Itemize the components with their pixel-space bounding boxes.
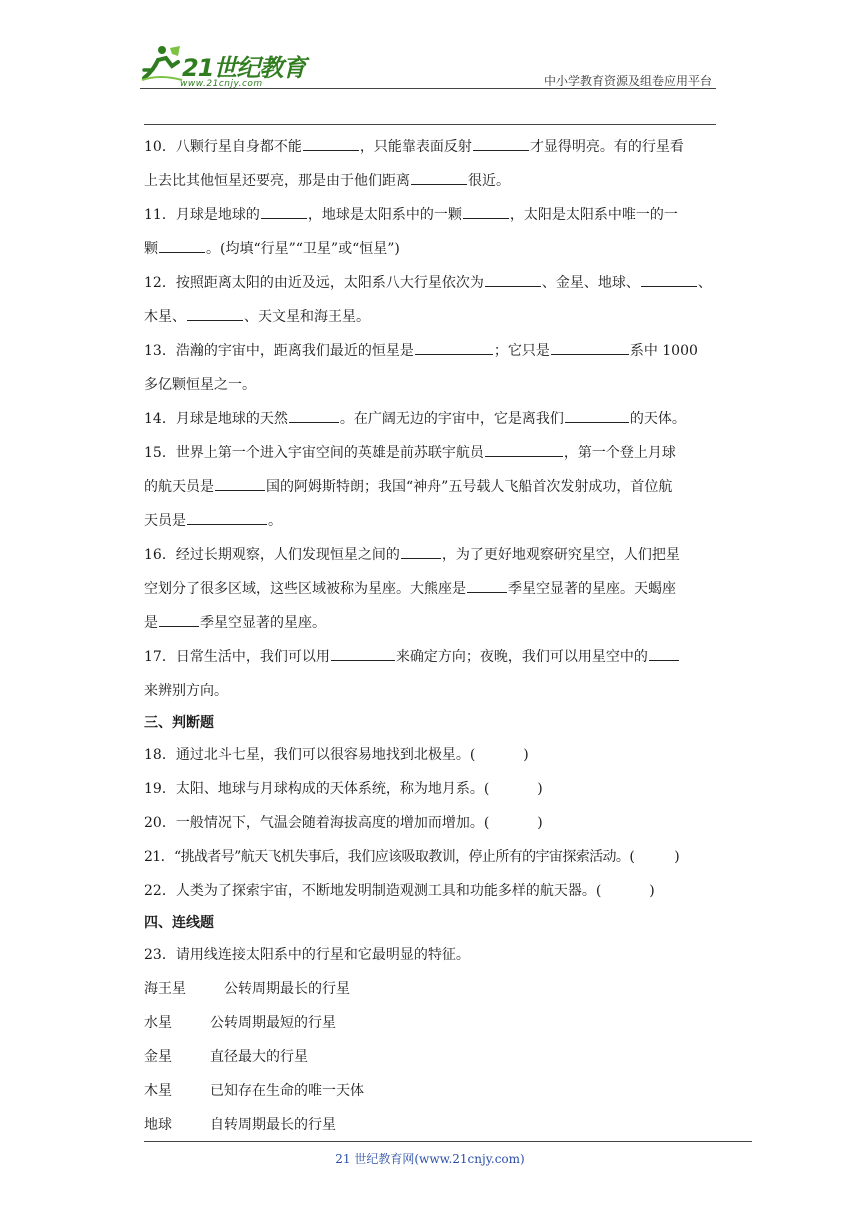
answer-blank[interactable] [641, 270, 697, 287]
question-15-line1: 15．世界上第一个进入宇宙空间的英雄是前苏联宇航员 ，第一个登上月球 [144, 436, 716, 470]
answer-blank[interactable] [159, 236, 205, 253]
question-10-line2: 上去比其他恒星还要亮，那是由于他们距离 很近。 [144, 164, 716, 198]
footer-divider [144, 1141, 752, 1142]
question-11-line1: 11．月球是地球的 ，地球是太阳系中的一颗 ，太阳是太阳系中唯一的一 [144, 198, 716, 232]
page-header [140, 40, 716, 92]
answer-blank[interactable] [485, 440, 563, 457]
answer-blank[interactable] [187, 304, 243, 321]
question-16-line3: 是 季星空显著的星座。 [144, 606, 716, 640]
judge-21: 21．“挑战者号”航天飞机失事后，我们应该吸取教训，停止所有的宇宙探索活动。( ) [144, 849, 680, 865]
answer-blank[interactable] [303, 134, 359, 151]
answer-blank[interactable] [467, 576, 507, 593]
answer-blank[interactable] [289, 406, 339, 423]
question-12-line2: 木星、 、天文星和海王星。 [144, 300, 716, 334]
match-planet[interactable]: 水星 [144, 1015, 172, 1031]
answer-blank[interactable] [215, 474, 265, 491]
match-feature[interactable]: 已知存在生命的唯一天体 [210, 1083, 364, 1099]
match-feature[interactable]: 直径最大的行星 [210, 1049, 308, 1065]
match-row [144, 1006, 716, 1040]
question-17-line1: 17．日常生活中，我们可以用 来确定方向；夜晚，我们可以用星空中的 [144, 640, 716, 674]
question-13-line1: 13．浩瀚的宇宙中，距离我们最近的恒星是 ；它只是 系中 1000 [144, 334, 716, 368]
match-feature[interactable]: 公转周期最短的行星 [210, 1015, 336, 1031]
logo-url: www.21cnjy.com [180, 79, 263, 89]
question-11-line2: 颗 。(均填“行星”“卫星”或“恒星”) [144, 232, 716, 266]
answer-blank[interactable] [331, 644, 395, 661]
match-row [144, 1074, 716, 1108]
match-feature[interactable]: 公转周期最长的行星 [224, 981, 350, 997]
question-15-line2: 的航天员是 国的阿姆斯特朗；我国“神舟”五号载人飞船首次发射成功，首位航 [144, 470, 716, 504]
page-footer: 21 世纪教育网(www.21cnjy.com) [335, 1152, 525, 1166]
section-match-title: 四、连线题 [144, 915, 214, 931]
answer-blank[interactable] [463, 202, 509, 219]
answer-blank[interactable] [473, 134, 529, 151]
question-17-line2: 来辨别方向。 [144, 683, 228, 699]
question-16-line2: 空划分了很多区域，这些区域被称为星座。大熊座是 季星空显著的星座。天蝎座 [144, 572, 716, 606]
match-planet[interactable]: 木星 [144, 1083, 172, 1099]
question-16-line1: 16．经过长期观察，人们发现恒星之间的 ，为了更好地观察研究星空，人们把星 [144, 538, 716, 572]
question-content [144, 130, 716, 1142]
match-feature[interactable]: 自转周期最长的行星 [210, 1117, 336, 1133]
match-row [144, 1108, 716, 1142]
answer-blank[interactable] [411, 168, 467, 185]
answer-blank[interactable] [565, 406, 629, 423]
answer-blank[interactable] [187, 508, 267, 525]
match-row [144, 1040, 716, 1074]
section-judge-title: 三、判断题 [144, 715, 214, 731]
platform-name: 中小学教育资源及组卷应用平台 [543, 74, 712, 88]
answer-blank[interactable] [159, 610, 199, 627]
question-10-line1: 10．八颗行星自身都不能 ，只能靠表面反射 才显得明亮。有的行星看 [144, 130, 716, 164]
header-divider [140, 88, 716, 89]
question-14-line1: 14．月球是地球的天然 。在广阔无边的宇宙中，它是离我们 的天体。 [144, 402, 716, 436]
match-planet[interactable]: 地球 [144, 1117, 172, 1133]
question-13-line2: 多亿颗恒星之一。 [144, 377, 256, 393]
match-row [144, 972, 716, 1006]
question-23: 23．请用线连接太阳系中的行星和它最明显的特征。 [144, 947, 470, 963]
content-top-divider [144, 124, 716, 125]
answer-blank[interactable] [649, 644, 679, 661]
runner-logo-icon [140, 44, 184, 84]
answer-blank[interactable] [401, 542, 441, 559]
judge-20: 20．一般情况下，气温会随着海拔高度的增加而增加。( ) [144, 815, 543, 831]
answer-blank[interactable] [551, 338, 629, 355]
match-planet[interactable]: 海王星 [144, 981, 186, 997]
judge-22: 22．人类为了探索宇宙，不断地发明制造观测工具和功能多样的航天器。( ) [144, 883, 655, 899]
answer-blank[interactable] [261, 202, 307, 219]
question-12-line1: 12．按照距离太阳的由近及远，太阳系八大行星依次为 、金星、地球、 、 [144, 266, 716, 300]
logo [140, 40, 315, 90]
judge-18: 18．通过北斗七星，我们可以很容易地找到北极星。( ) [144, 747, 529, 763]
answer-blank[interactable] [415, 338, 493, 355]
match-planet[interactable]: 金星 [144, 1049, 172, 1065]
answer-blank[interactable] [485, 270, 541, 287]
judge-19: 19．太阳、地球与月球构成的天体系统，称为地月系。( ) [144, 781, 543, 797]
question-15-line3: 天员是 。 [144, 504, 716, 538]
logo-text: 21世纪教育 [182, 54, 306, 82]
